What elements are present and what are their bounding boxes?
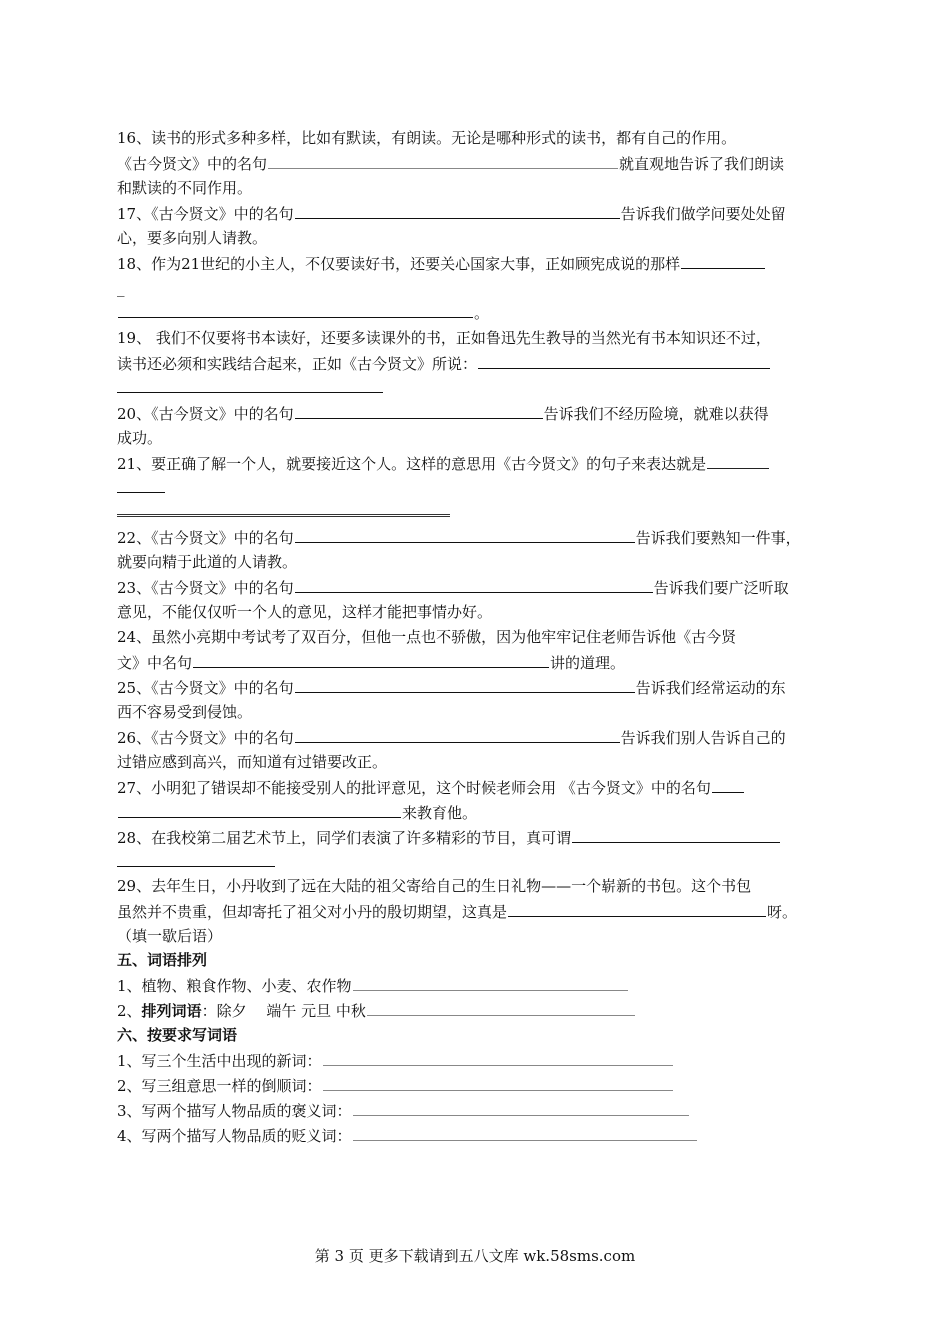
q17-line2: 心，要多向别人请教。 — [117, 229, 268, 247]
q23-line2: 意见，不能仅仅听一个人的意见，这样才能把事情办好。 — [117, 603, 493, 621]
answer-blank[interactable] — [295, 677, 635, 693]
q18-line3: 。 — [117, 302, 837, 323]
q19-line2: 读书还必须和实践结合起来，正如《古今贤文》所说： — [117, 353, 837, 374]
q20-line1: 20、《古今贤文》中的名句 告诉我们不经历险境，就难以获得 — [117, 405, 769, 423]
answer-blank[interactable] — [323, 1050, 673, 1066]
q18-line1: 18、作为21世纪的小主人，不仅要读好书，还要关心国家大事，正如顾宪成说的那样 — [117, 253, 837, 274]
q28-line1: 28、在我校第二届艺术节上，同学们表演了许多精彩的节目，真可谓 — [117, 827, 837, 848]
section6-heading: 六、按要求写词语 — [117, 1026, 238, 1044]
q25-line2: 西不容易受到侵蚀。 — [117, 703, 253, 721]
answer-line[interactable] — [117, 866, 275, 867]
q20-line2: 成功。 — [117, 429, 163, 447]
answer-blank[interactable] — [295, 527, 635, 543]
section6-item2: 2、写三组意思一样的倒顺词： — [117, 1075, 837, 1096]
q21-line1: 21、要正确了解一个人，就要接近这个人。这样的意思用《古今贤文》的句子来表达就是 — [117, 453, 837, 474]
section6-item3: 3、写两个描写人物品质的褒义词： — [117, 1100, 837, 1121]
answer-blank[interactable] — [323, 1075, 673, 1091]
answer-blank[interactable] — [295, 203, 620, 219]
section5-heading: 五、词语排列 — [117, 951, 208, 969]
answer-blank[interactable] — [508, 901, 766, 917]
answer-blank[interactable] — [295, 727, 620, 743]
section6-item1: 1、写三个生活中出现的新词： — [117, 1050, 837, 1071]
answer-line[interactable] — [117, 492, 165, 493]
q18-line2: _ — [117, 279, 125, 297]
q29-line3: （填一歇后语） — [117, 927, 223, 945]
q25-line1: 25、《古今贤文》中的名句 告诉我们经常运动的东 — [117, 679, 786, 697]
q24-line1: 24、虽然小亮期中考试考了双百分，但他一点也不骄傲，因为他牢牢记住老师告诉他《古今贤 — [117, 628, 737, 646]
answer-blank[interactable] — [295, 403, 543, 419]
q26-line1: 26、《古今贤文》中的名句 告诉我们别人告诉自己的 — [117, 729, 786, 747]
q26-line2: 过错应感到高兴，而知道有过错要改正。 — [117, 753, 388, 771]
q16-line3: 和默读的不同作用。 — [117, 179, 253, 197]
q24-line2: 文》中名句 讲的道理。 — [117, 654, 626, 672]
page-footer: 第 3 页 更多下载请到五八文库 wk.58sms.com — [314, 1247, 636, 1265]
q23-line1: 23、《古今贤文》中的名句 告诉我们要广泛听取 — [117, 579, 789, 597]
answer-blank[interactable] — [707, 453, 769, 469]
answer-blank[interactable] — [712, 777, 744, 793]
answer-blank[interactable] — [295, 577, 653, 593]
q16-line1: 16、读书的形式多种多样，比如有默读，有朗读。无论是哪种形式的读书，都有自己的作用。 — [117, 129, 737, 147]
answer-blank[interactable] — [268, 153, 618, 169]
q17-line1: 17、《古今贤文》中的名句 告诉我们做学问要处处留 — [117, 205, 786, 223]
answer-blank[interactable] — [353, 1100, 689, 1116]
q27-line2: 来教育他。 — [117, 802, 837, 823]
q16-line2: 《古今贤文》中的名句 就直观地告诉了我们朗读 — [117, 155, 785, 173]
q19-line1: 19、 我们不仅要将书本读好，还要多读课外的书，正如鲁迅先生教导的当然光有书本知识还不过， — [117, 329, 771, 347]
answer-blank[interactable] — [118, 802, 401, 818]
section5-item2: 2、排列词语：除夕 端午 元旦 中秋 — [117, 1000, 837, 1021]
answer-blank[interactable] — [572, 827, 780, 843]
q29-line2: 虽然并不贵重，但却寄托了祖父对小丹的殷切期望，这真是 呀。 — [117, 903, 798, 921]
answer-blank[interactable] — [353, 975, 628, 991]
answer-line[interactable] — [117, 392, 383, 393]
q22-line1: 22、《古今贤文》中的名句 告诉我们要熟知一件事， — [117, 529, 801, 547]
answer-blank[interactable] — [478, 353, 770, 369]
answer-blank[interactable] — [118, 302, 473, 318]
answer-blank[interactable] — [353, 1125, 697, 1141]
q29-line1: 29、去年生日，小丹收到了远在大陆的祖父寄给自己的生日礼物——一个崭新的书包。这个书包 — [117, 877, 752, 895]
section6-item4: 4、写两个描写人物品质的贬义词： — [117, 1125, 837, 1146]
answer-line[interactable] — [117, 514, 450, 517]
answer-blank[interactable] — [193, 652, 549, 668]
section5-item1: 1、植物、粮食作物、小麦、农作物 — [117, 975, 837, 996]
q22-line2: 就要向精于此道的人请教。 — [117, 553, 298, 571]
q27-line1: 27、小明犯了错误却不能接受别人的批评意见，这个时候老师会用 《古今贤文》中的名句 — [117, 777, 837, 798]
answer-blank[interactable] — [367, 1000, 635, 1016]
answer-blank[interactable] — [681, 253, 765, 269]
